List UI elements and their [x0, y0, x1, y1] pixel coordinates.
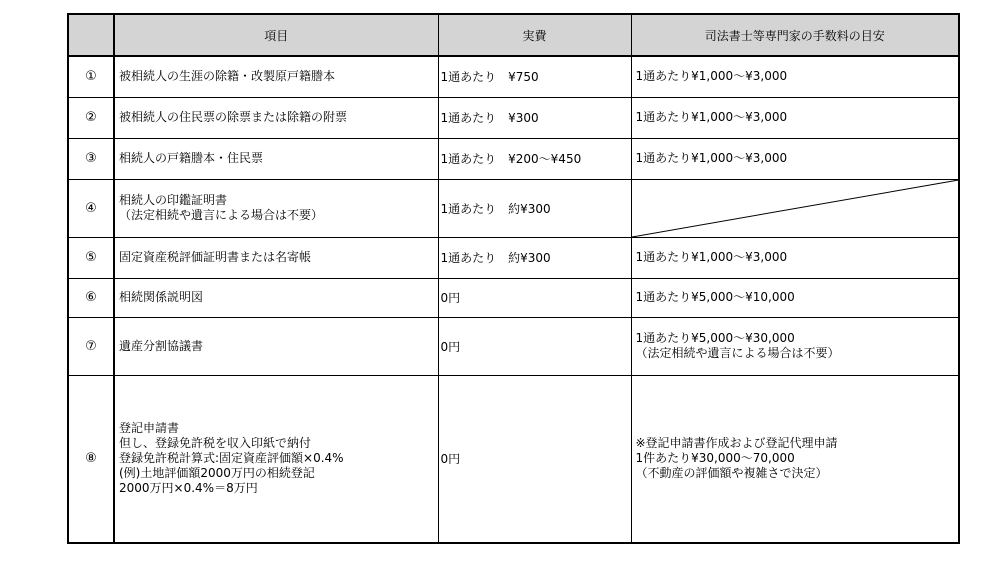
item-text: (例)土地評価額2000万円の相続登記 — [119, 466, 315, 481]
fee-cell — [631, 237, 959, 278]
fee-text: ※登記申請書作成および登記代理申請 — [635, 436, 838, 451]
cost-cell: 1通あたり ¥200～¥450 — [438, 138, 631, 179]
fee-text: 1通あたり¥1,000～¥3,000 — [635, 151, 788, 165]
item-text: 固定資産税評価証明書または名寄帳 — [119, 250, 312, 264]
item-cell — [114, 375, 438, 543]
fee-table — [67, 13, 960, 544]
cost-cell: 1通あたり ¥750 — [438, 56, 631, 97]
item-text: 被相続人の住民票の除票または除籍の附票 — [119, 110, 348, 124]
table-row — [68, 237, 959, 278]
diagonal-slash — [632, 180, 959, 237]
item-text: 相続人の印鑑証明書 — [119, 193, 228, 207]
fee-text: 1通あたり¥5,000～¥10,000 — [635, 290, 795, 304]
fee-cell — [631, 97, 959, 138]
cost-cell: 1通あたり ¥300 — [438, 97, 631, 138]
header-num — [68, 14, 114, 56]
table-row — [68, 317, 959, 375]
item-text: 相続関係説明図 — [119, 290, 204, 304]
fee-text: 1通あたり¥1,000～¥3,000 — [635, 110, 788, 124]
row-number: ⑦ — [68, 317, 114, 375]
row-number: ⑤ — [68, 237, 114, 278]
item-text: 被相続人の生涯の除籍・改製原戸籍謄本 — [119, 69, 336, 84]
cost-cell: 1通あたり 約¥300 — [438, 237, 631, 278]
fee-cell — [631, 56, 959, 97]
fee-text: 1通あたり¥1,000～¥3,000 — [635, 69, 788, 84]
table-row — [68, 278, 959, 317]
item-cell — [114, 97, 438, 138]
fee-text: 1通あたり¥5,000～¥30,000 — [635, 331, 795, 345]
cost-cell: 0円 — [438, 278, 631, 317]
item-text: 但し、登録免許税を収入印紙で納付 — [119, 436, 312, 451]
item-cell — [114, 179, 438, 237]
item-text: 登記申請書 — [119, 421, 180, 436]
fee-cell — [631, 375, 959, 543]
header-fee: 司法書士等専門家の手数料の目安 — [631, 14, 959, 56]
cost-cell: 1通あたり 約¥300 — [438, 179, 631, 237]
table-row — [68, 56, 959, 97]
cost-cell: 0円 — [438, 375, 631, 543]
fee-cell — [631, 138, 959, 179]
header-item: 項目 — [114, 14, 438, 56]
fee-text: （法定相続や遺言による場合は不要） — [635, 346, 840, 360]
fee-cell — [631, 317, 959, 375]
item-cell — [114, 56, 438, 97]
fee-text: 1通あたり¥1,000～¥3,000 — [635, 250, 788, 264]
row-number: ③ — [68, 138, 114, 179]
table-row — [68, 179, 959, 237]
table-row — [68, 375, 959, 543]
item-cell — [114, 317, 438, 375]
table-row — [68, 97, 959, 138]
row-number: ④ — [68, 179, 114, 237]
item-text: 2000万円×0.4%＝8万円 — [119, 481, 258, 496]
row-number: ① — [68, 56, 114, 97]
fee-text: （不動産の評価額や複雑さで決定） — [635, 466, 828, 481]
item-text: 登録免許税計算式:固定資産評価額×0.4% — [119, 451, 344, 466]
table-row — [68, 138, 959, 179]
row-number: ⑧ — [68, 375, 114, 543]
item-cell — [114, 138, 438, 179]
item-cell — [114, 237, 438, 278]
row-number: ② — [68, 97, 114, 138]
fee-cell-not-applicable — [631, 179, 959, 237]
cost-cell: 0円 — [438, 317, 631, 375]
item-text: 遺産分割協議書 — [119, 338, 204, 353]
header-cost: 実費 — [438, 14, 631, 56]
fee-text: 1件あたり¥30,000～70,000 — [635, 451, 795, 466]
item-cell — [114, 278, 438, 317]
header-row — [68, 14, 959, 56]
item-text: （法定相続や遺言による場合は不要） — [119, 208, 324, 222]
fee-cell — [631, 278, 959, 317]
item-text: 相続人の戸籍謄本・住民票 — [119, 151, 264, 165]
row-number: ⑥ — [68, 278, 114, 317]
